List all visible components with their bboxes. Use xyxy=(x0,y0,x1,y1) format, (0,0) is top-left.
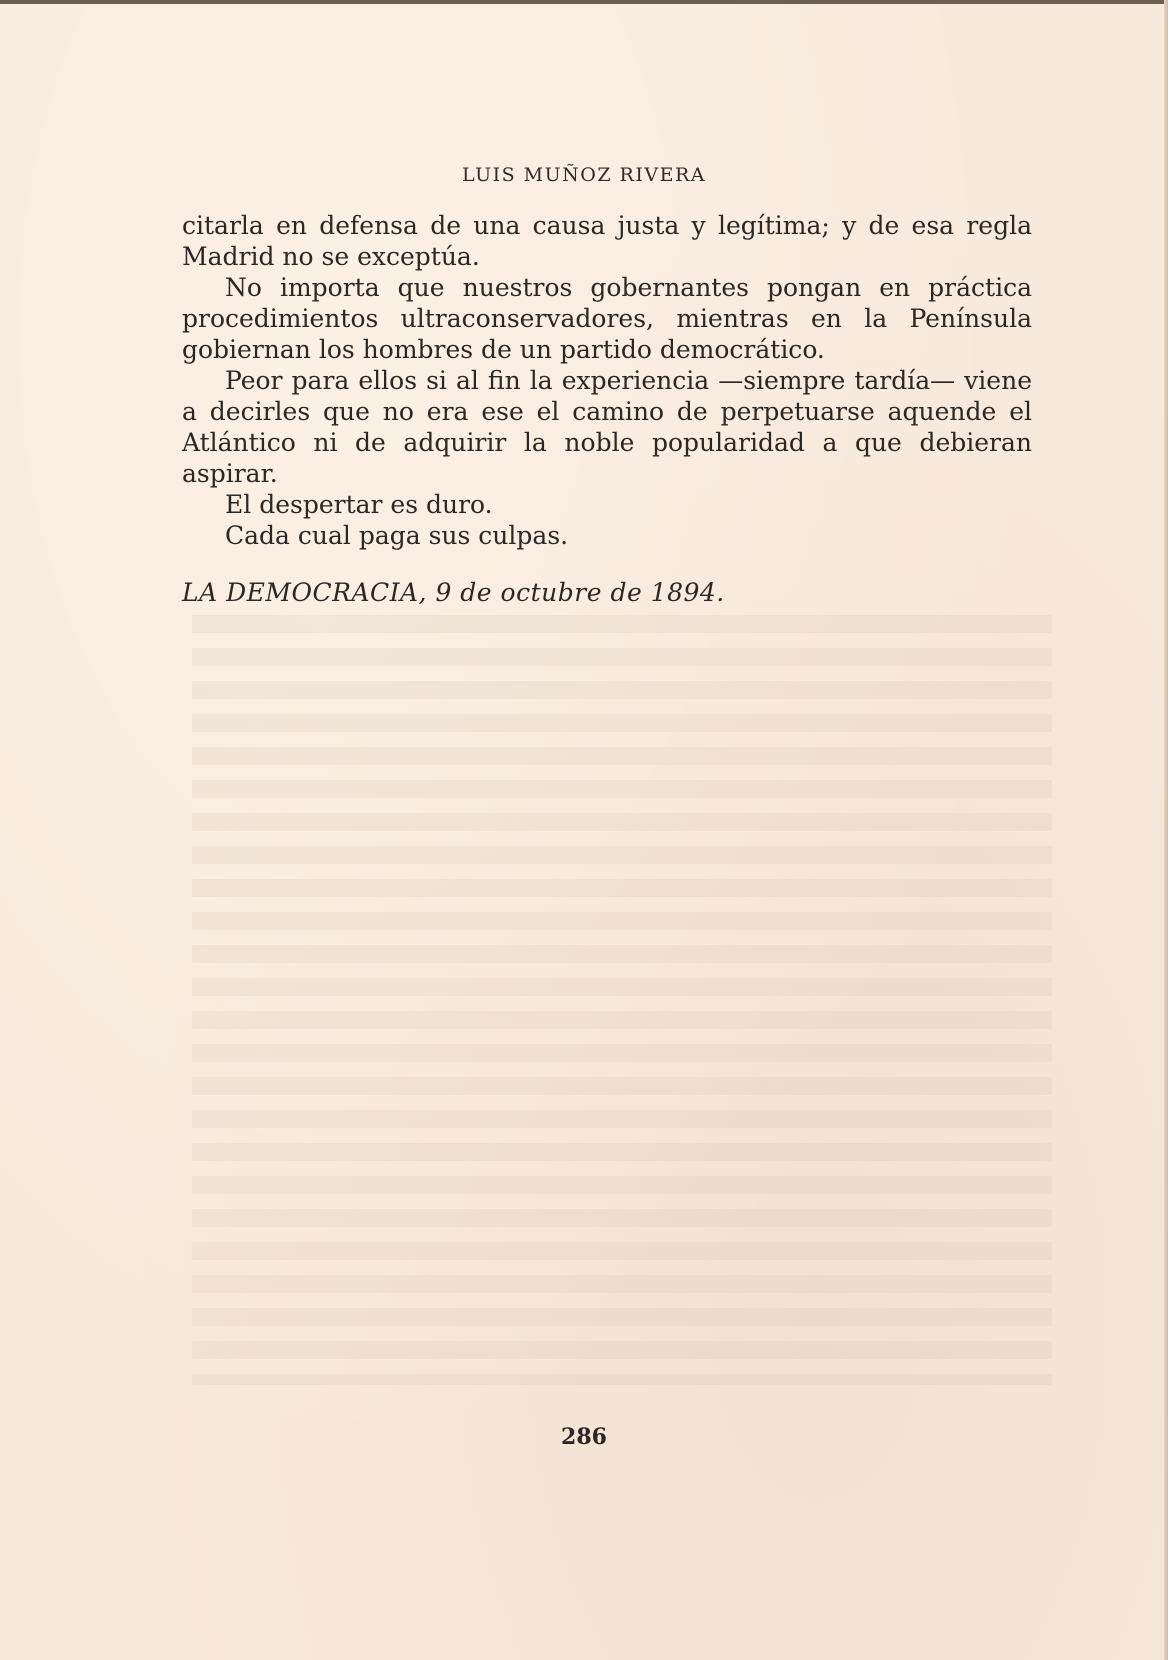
body-text xyxy=(182,210,1032,551)
bleed-through-text xyxy=(192,615,1052,1385)
paragraph: Cada cual paga sus culpas. xyxy=(225,521,569,550)
paragraph: citarla en defensa de una causa justa y legítima; y de esa regla Madrid no se exceptúa. xyxy=(182,211,1032,271)
paragraph: El despertar es duro. xyxy=(225,490,493,519)
page-right-edge xyxy=(1164,0,1168,1660)
paragraph: No importa que nuestros gobernantes pongan en práctica procedimientos ultraconservadores, mientras en la Península gobiernan los hombres de un partido democrático. xyxy=(182,273,1032,364)
source-signature: LA DEMOCRACIA, 9 de octubre de 1894. xyxy=(182,578,725,607)
paragraph: Peor para ellos si al fin la experiencia —siempre tardía— viene a decirles que no era ese el camino de perpetuarse aquende el Atlántico ni de adquirir la noble popularidad a que debieran aspirar. xyxy=(182,366,1032,488)
page-number: 286 xyxy=(561,1424,607,1450)
running-head: LUIS MUÑOZ RIVERA xyxy=(462,164,706,186)
page-top-edge xyxy=(0,0,1168,4)
